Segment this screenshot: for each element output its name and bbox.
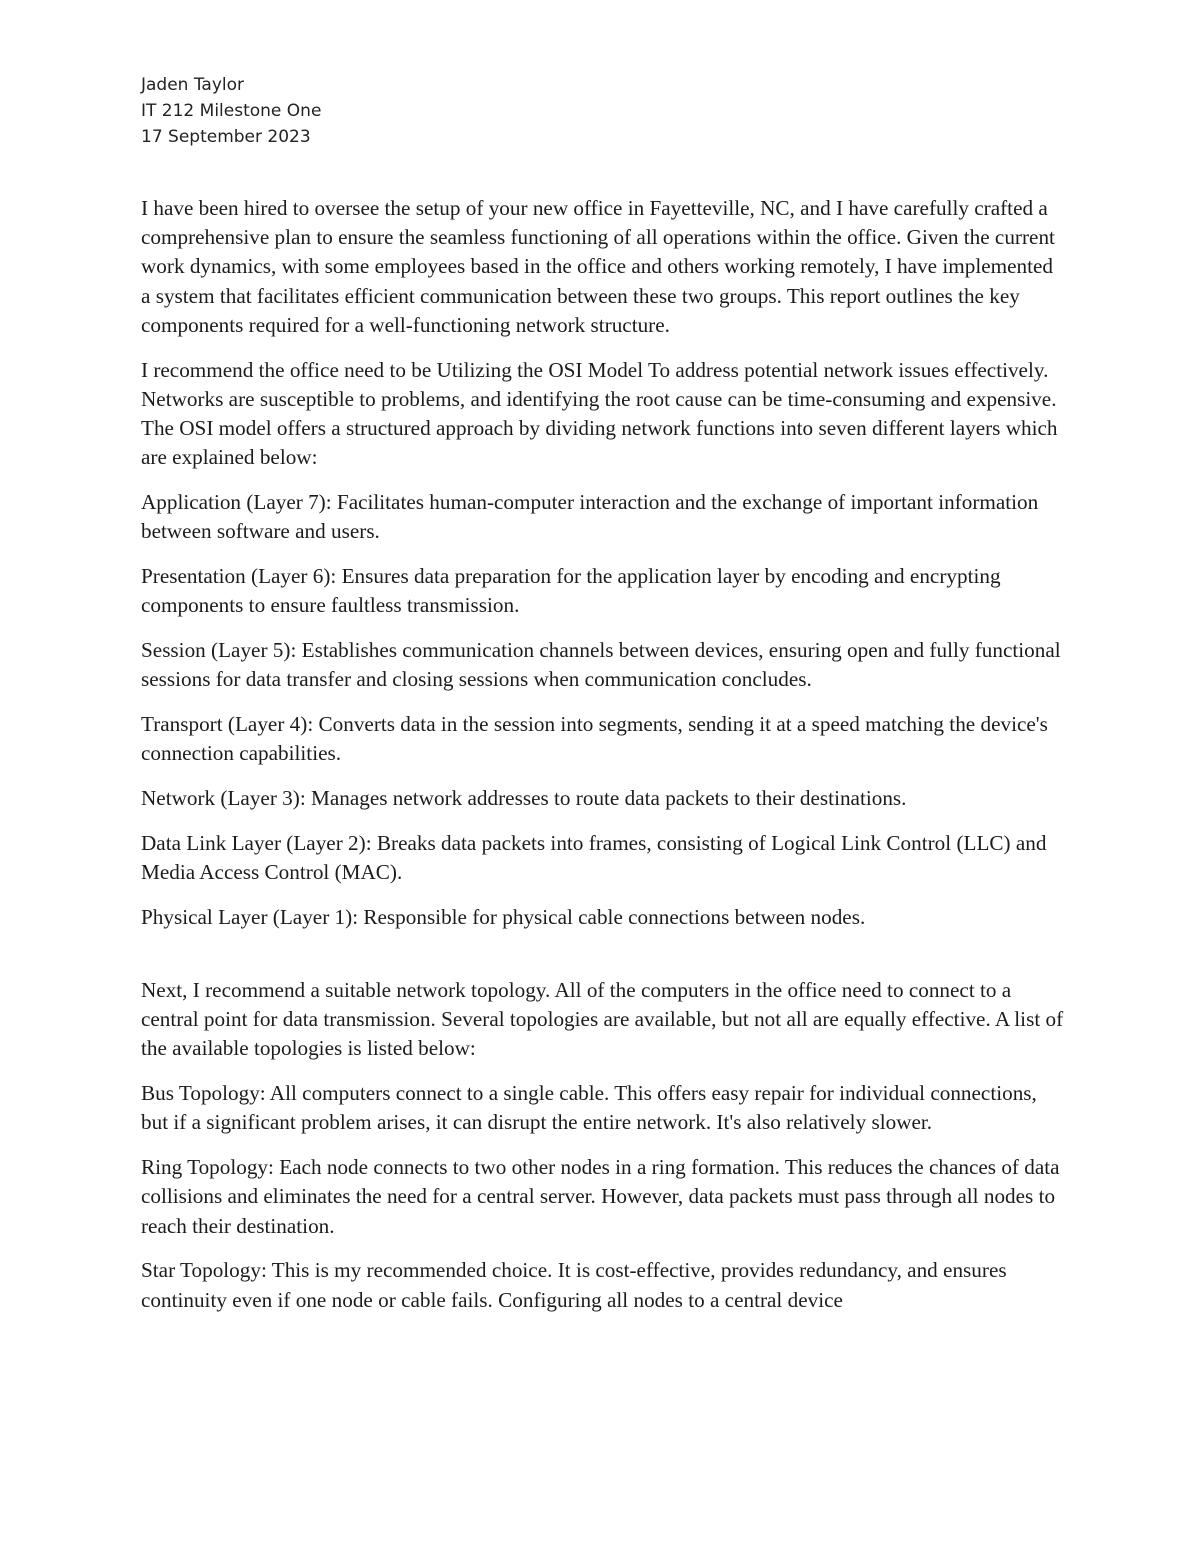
ring-topology: Ring Topology: Each node connects to two other nodes in a ring formation. This reduces the chances of data collisions and eliminates the need for a central server. However, data packets must pass through all nodes to reach their destination. xyxy=(141,1155,1060,1238)
document-body xyxy=(141,194,1066,1330)
star-topology: Star Topology: This is my recommended choice. It is cost-effective, provides redundancy, and ensures continuity even if one node or cable fails. Configuring all nodes to a central device xyxy=(141,1258,1007,1312)
osi-model-paragraph: I recommend the office need to be Utilizing the OSI Model To address potential network issues effectively. Networks are susceptible to problems, and identifying the root cause can be time-consuming and expensive. The OSI model offers a structured approach by dividing network functions into seven different layers which are explained below: xyxy=(141,357,1058,470)
intro-paragraph: I have been hired to oversee the setup of your new office in Fayetteville, NC, and I have carefully crafted a comprehensive plan to ensure the seamless functioning of all operations within the office. Given the current work dynamics, with some employees based in the office and others working remotely, I have implemented a system that facilitates efficient communication between these two groups. This report outlines the key components required for a well-functioning network structure. xyxy=(141,196,1055,337)
osi-layer-6: Presentation (Layer 6): Ensures data preparation for the application layer by encoding and encrypting components to ensure faultless transmission. xyxy=(141,564,1001,618)
document-date: 17 September 2023 xyxy=(141,127,311,147)
osi-layer-2: Data Link Layer (Layer 2): Breaks data packets into frames, consisting of Logical Link Control (LLC) and Media Access Control (MAC). xyxy=(141,830,1047,885)
osi-layer-1: Physical Layer (Layer 1): Responsible for physical cable connections between nodes. xyxy=(141,904,866,929)
author-name: Jaden Taylor xyxy=(141,75,245,95)
osi-layer-3: Network (Layer 3): Manages network addresses to route data packets to their destinations. xyxy=(141,786,907,811)
osi-layer-4: Transport (Layer 4): Converts data in the session into segments, sending it at a speed matching the device's connection capabilities. xyxy=(141,712,1048,766)
osi-layer-5: Session (Layer 5): Establishes communication channels between devices, ensuring open and fully functional sessions for data transfer and closing sessions when communication concludes. xyxy=(141,638,1061,692)
osi-layer-7: Application (Layer 7): Facilitates human-computer interaction and the exchange of important information between software and users. xyxy=(141,490,1039,544)
topology-intro-paragraph: Next, I recommend a suitable network topology. All of the computers in the office need to connect to a central point for data transmission. Several topologies are available, but not all are equally effective. A list of the available topologies is listed below: xyxy=(141,978,1064,1061)
course-title: IT 212 Milestone One xyxy=(141,101,322,121)
bus-topology: Bus Topology: All computers connect to a single cable. This offers easy repair for individual connections, but if a significant problem arises, it can disrupt the entire network. It's also relatively slower. xyxy=(141,1081,1037,1135)
document-header xyxy=(141,72,321,150)
